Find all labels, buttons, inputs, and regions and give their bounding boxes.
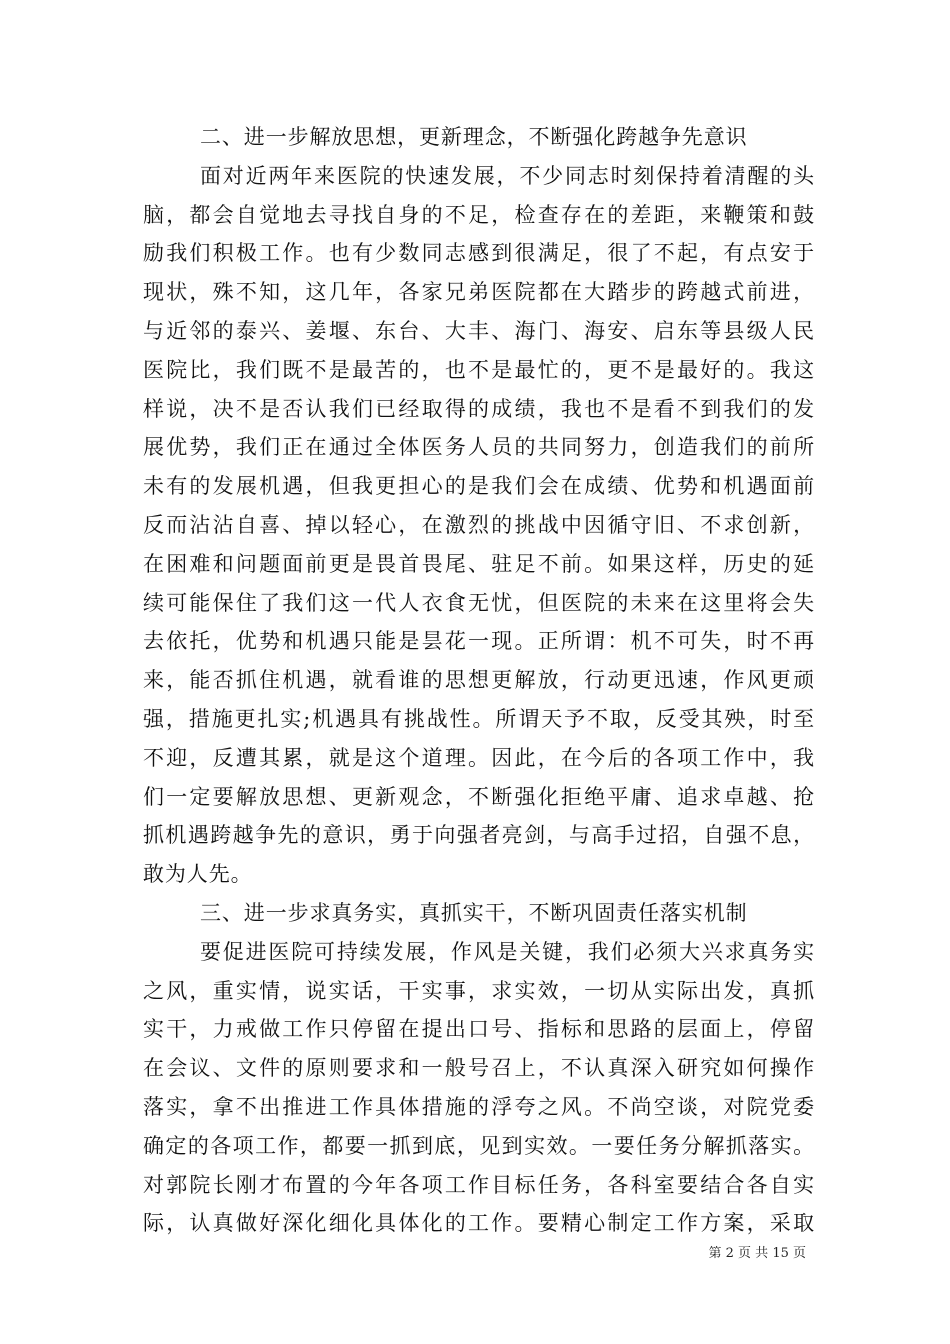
paragraph-line: 未有的发展机遇，但我更担心的是我们会在成绩、优势和机遇面前 [143, 474, 815, 499]
paragraph-line: 医院比，我们既不是最苦的，也不是最忙的，更不是最好的。我这 [143, 357, 815, 382]
paragraph-line: 对郭院长刚才布置的今年各项工作目标任务，各科室要结合各自实 [143, 1172, 815, 1197]
paragraph-line: 面对近两年来医院的快速发展，不少同志时刻保持着清醒的头 [200, 163, 815, 188]
paragraph-line: 要促进医院可持续发展，作风是关键，我们必须大兴求真务实 [200, 939, 815, 964]
page-number-footer: 第 2 页 共 15 页 [708, 1246, 806, 1261]
paragraph-line: 际，认真做好深化细化具体化的工作。要精心制定工作方案，采取 [143, 1211, 815, 1236]
paragraph-line: 抓机遇跨越争先的意识，勇于向强者亮剑，与高手过招，自强不息， [143, 823, 815, 848]
document-body [143, 118, 815, 1243]
paragraph-line: 励我们积极工作。也有少数同志感到很满足，很了不起，有点安于 [143, 241, 815, 266]
paragraph-line: 现状，殊不知，这几年，各家兄弟医院都在大踏步的跨越式前进， [143, 280, 815, 305]
paragraph-line: 实干，力戒做工作只停留在提出口号、指标和思路的层面上，停留 [143, 1017, 815, 1042]
paragraph-line: 去依托，优势和机遇只能是昙花一现。正所谓：机不可失，时不再 [143, 629, 815, 654]
paragraph-line: 展优势，我们正在通过全体医务人员的共同努力，创造我们的前所 [143, 435, 815, 460]
paragraph-line: 脑，都会自觉地去寻找自身的不足，检查存在的差距，来鞭策和鼓 [143, 202, 815, 227]
paragraph-line: 来，能否抓住机遇，就看谁的思想更解放，行动更迅速，作风更顽 [143, 668, 815, 693]
paragraph-line: 与近邻的泰兴、姜堰、东台、大丰、海门、海安、启东等县级人民 [143, 318, 815, 343]
paragraph-line: 在会议、文件的原则要求和一般号召上，不认真深入研究如何操作 [143, 1056, 815, 1081]
paragraph-line: 在困难和问题面前更是畏首畏尾、驻足不前。如果这样，历史的延 [143, 551, 815, 576]
paragraph-line: 落实，拿不出推进工作具体措施的浮夸之风。不尚空谈，对院党委 [143, 1094, 815, 1119]
paragraph-line: 强，措施更扎实;机遇具有挑战性。所谓天予不取，反受其殃，时至 [143, 706, 815, 731]
paragraph-line: 们一定要解放思想、更新观念，不断强化拒绝平庸、追求卓越、抢 [143, 784, 815, 809]
paragraph-line: 敢为人先。 [143, 862, 253, 887]
paragraph-line: 样说，决不是否认我们已经取得的成绩，我也不是看不到我们的发 [143, 396, 815, 421]
paragraph-line: 不迎，反遭其累，就是这个道理。因此，在今后的各项工作中，我 [143, 745, 815, 770]
section-heading-three: 三、进一步求真务实，真抓实干，不断巩固责任落实机制 [200, 900, 748, 925]
paragraph-line: 反而沾沾自喜、掉以轻心，在激烈的挑战中因循守旧、不求创新， [143, 512, 815, 537]
paragraph-line: 续可能保住了我们这一代人衣食无忧，但医院的未来在这里将会失 [143, 590, 815, 615]
section-heading-two: 二、进一步解放思想，更新理念，不断强化跨越争先意识 [200, 125, 748, 149]
paragraph-line: 之风，重实情，说实话，干实事，求实效，一切从实际出发，真抓 [143, 978, 815, 1003]
paragraph-line: 确定的各项工作，都要一抓到底，见到实效。一要任务分解抓落实。 [143, 1133, 815, 1158]
